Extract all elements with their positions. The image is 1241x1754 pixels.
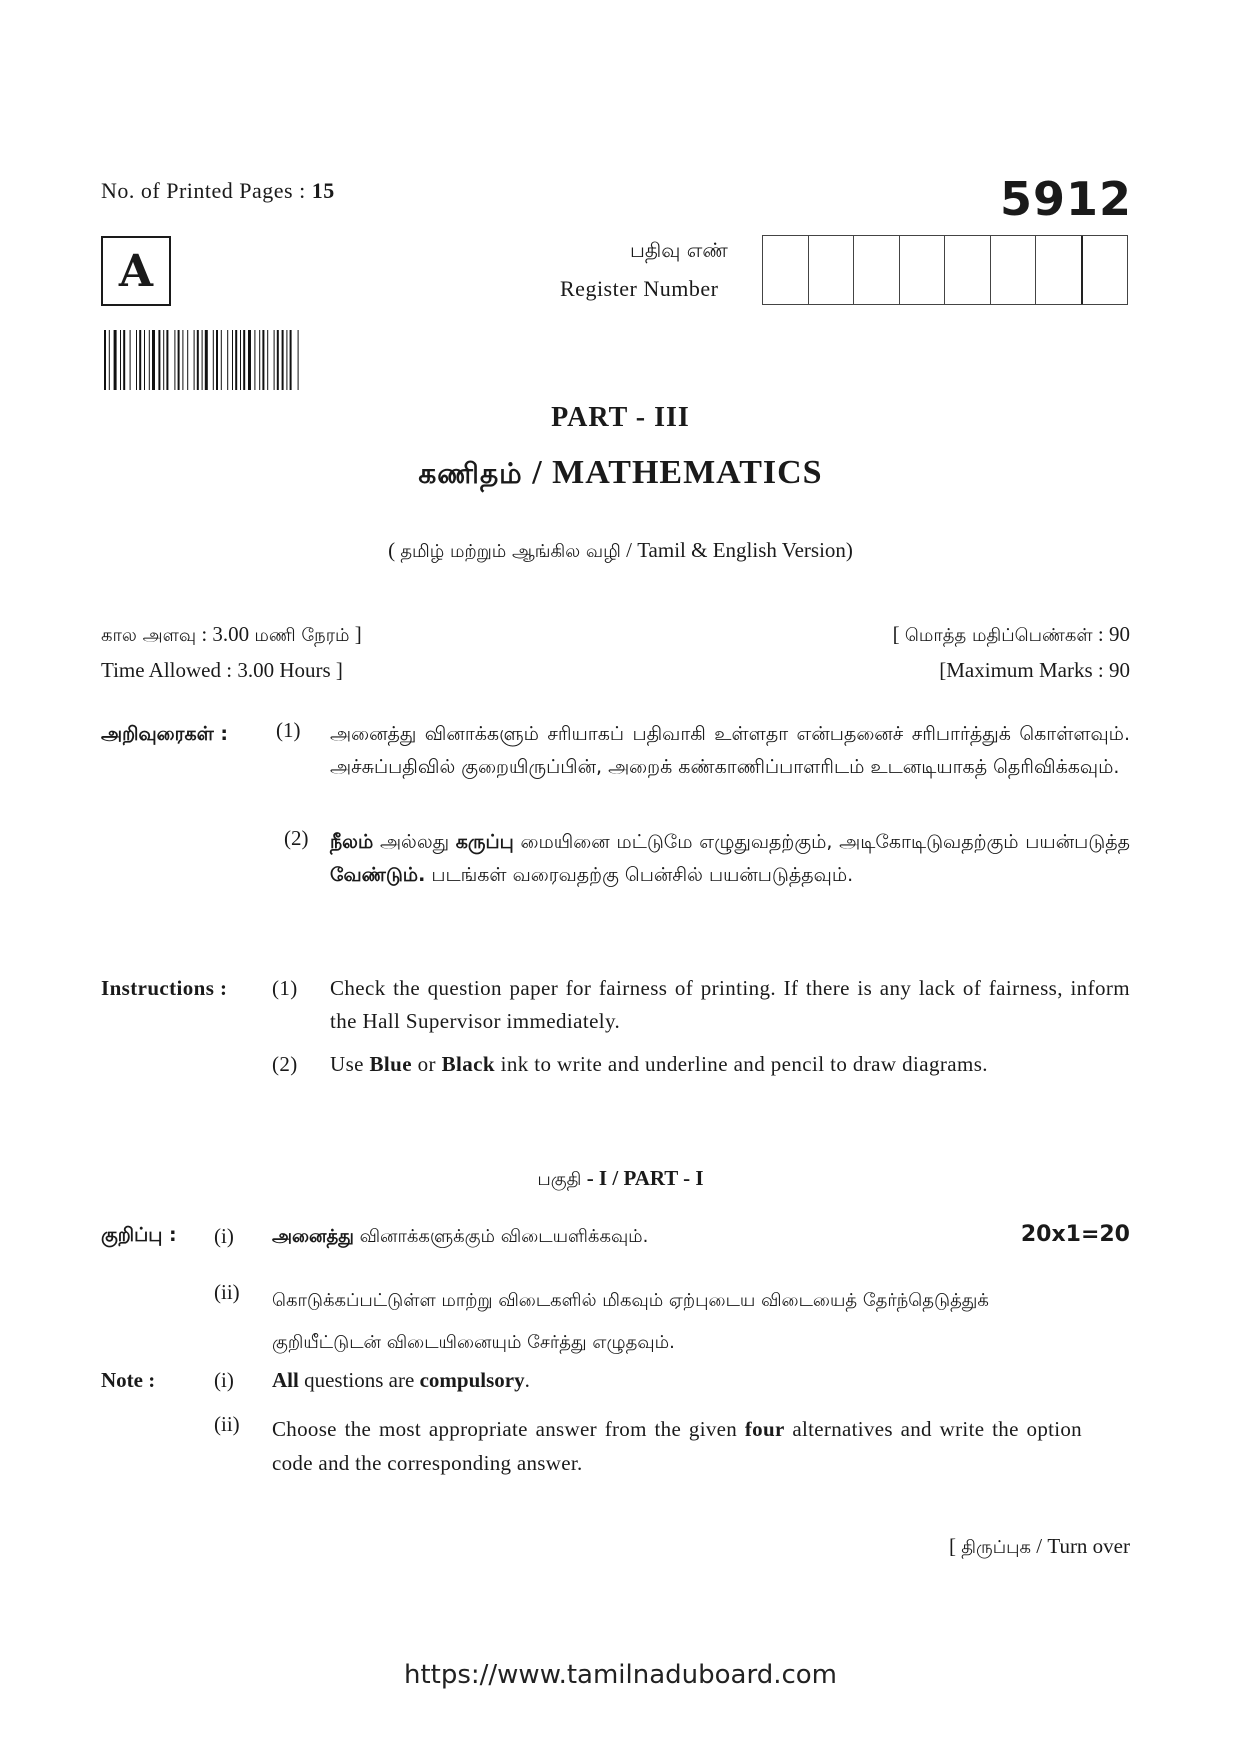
medium-open-paren: ( (388, 538, 396, 562)
part-title: PART - III (551, 402, 690, 433)
note-english-label: Note : (101, 1368, 156, 1392)
footer-url-link[interactable]: https://www.tamilnaduboard.com (403, 1660, 838, 1690)
instruction-english-2 (330, 1048, 1130, 1081)
time-allowed-tamil (101, 622, 362, 648)
marks-ta-open: [ (892, 622, 900, 646)
note-tamil-i-number: (i) (214, 1224, 234, 1248)
note-en-compulsory-word: compulsory (419, 1368, 525, 1392)
medium-tamil: தமிழ் மற்றும் ஆங்கில வழி (400, 541, 621, 562)
register-digit-box[interactable] (1036, 236, 1083, 304)
marks-scheme: 20x1=20 (1020, 1222, 1130, 1247)
ta-must-word: வேண்டும். (330, 864, 426, 886)
register-digit-box[interactable] (945, 236, 991, 304)
time-ta-label: கால அளவு (101, 625, 197, 646)
instruction-tamil-2 (330, 826, 1130, 892)
paper-code: 5912 (1000, 172, 1133, 226)
section-title (0, 1166, 1241, 1192)
en-use-word: Use (330, 1052, 364, 1076)
time-allowed-english: Time Allowed : 3.00 Hours ] (101, 658, 343, 682)
subject-separator: / (532, 454, 543, 491)
register-digit-box[interactable] (809, 236, 855, 304)
printed-pages-value: 15 (311, 178, 335, 203)
marks-ta-label: மொத்த மதிப்பெண்கள் (904, 625, 1093, 646)
note-en-i-mid: questions are (304, 1368, 415, 1392)
time-ta-value: : 3.00 (201, 622, 250, 646)
medium-english: / Tamil & English Version) (626, 538, 853, 562)
instruction-english-1-number: (1) (272, 976, 298, 1000)
version-letter-box (101, 236, 171, 306)
ta-or-word: அல்லது (379, 831, 450, 853)
register-label-tamil: பதிவு எண் (630, 238, 728, 262)
instructions-english-label: Instructions : (101, 976, 228, 1000)
section-title-tamil: பகுதி (537, 1169, 582, 1190)
note-ta-all-word: அனைத்து (272, 1226, 354, 1247)
turn-over-english: / Turn over (1036, 1534, 1130, 1558)
note-en-ii-start: Choose the most appropriate answer from the given (272, 1417, 738, 1441)
marks-ta-value: : 90 (1097, 622, 1130, 646)
note-tamil-label: குறிப்பு : (101, 1224, 177, 1246)
instruction-english-2-number: (2) (272, 1052, 298, 1076)
printed-pages-count (101, 178, 335, 204)
note-en-i-end: . (524, 1368, 530, 1392)
register-digit-box[interactable] (991, 236, 1037, 304)
register-digit-box[interactable] (1083, 236, 1128, 304)
subject-title (0, 454, 1241, 494)
maximum-marks-english: [Maximum Marks : 90 (939, 658, 1130, 682)
note-en-four-word: four (744, 1417, 785, 1441)
register-digit-box[interactable] (854, 236, 900, 304)
ta-pencil-text: படங்கள் வரைவதற்கு பென்சில் பயன்படுத்தவும். (431, 864, 854, 886)
en-or-word: or (417, 1052, 436, 1076)
note-english-i (272, 1368, 530, 1393)
instruction-tamil-2-number: (2) (284, 826, 309, 850)
note-tamil-i (272, 1226, 648, 1249)
en-blue-word: Blue (369, 1052, 412, 1076)
note-en-all-word: All (272, 1368, 299, 1392)
medium-line (0, 538, 1241, 564)
en-ink-text: ink to write and underline and pencil to draw diagrams. (500, 1052, 988, 1076)
ta-blue-word: நீலம் (330, 831, 374, 853)
en-black-word: Black (441, 1052, 495, 1076)
note-tamil-ii: கொடுக்கப்பட்டுள்ள மாற்று விடைகளில் மிகவும் ஏற்புடைய விடையைத் தேர்ந்தெடுத்துக் குறியீட்டுடன் விடையினையும் சேர்த்து எழுதவும். (272, 1290, 989, 1353)
instructions-tamil-label: அறிவுரைகள் : (101, 723, 228, 745)
turn-over-open: [ (949, 1534, 957, 1558)
time-ta-close: ] (354, 622, 362, 646)
note-en-ii-end: alternatives and write the option code and the corresponding answer. (272, 1417, 1082, 1475)
instruction-tamil-1-number: (1) (276, 718, 301, 742)
register-number-grid[interactable] (762, 235, 1128, 305)
barcode-image (104, 330, 362, 390)
ta-black-word: கருப்பு (455, 831, 514, 853)
time-ta-unit: மணி நேரம் (254, 625, 350, 646)
version-letter: A (118, 245, 154, 297)
note-ta-i-text: வினாக்களுக்கும் விடையளிக்கவும். (359, 1226, 649, 1247)
note-english-i-number: (i) (214, 1368, 234, 1392)
turn-over-label (949, 1534, 1130, 1560)
turn-over-tamil: திருப்புக (961, 1537, 1032, 1558)
subject-title-english: MATHEMATICS (552, 454, 823, 491)
section-title-english: - I / PART - I (586, 1166, 704, 1190)
instruction-tamil-1: அனைத்து வினாக்களும் சரியாகப் பதிவாகி உள்ளதா என்பதனைச் சரிபார்த்துக் கொள்ளவும். அச்சுப்பதிவில் குறையிருப்பின், அறைக் கண்காணிப்பாளரிடம் உடனடியாகத் தெரிவிக்கவும். (330, 723, 1130, 778)
note-english-ii (272, 1412, 1082, 1480)
note-tamil-ii-number: (ii) (214, 1280, 240, 1304)
subject-title-tamil: கணிதம் (418, 457, 523, 490)
maximum-marks-tamil (893, 622, 1130, 648)
note-english-ii-number: (ii) (214, 1412, 240, 1436)
ta-ink-text: மையினை மட்டுமே எழுதுவதற்கும், அடிகோடிடுவதற்கும் பயன்படுத்த (520, 831, 1130, 853)
instruction-english-1: Check the question paper for fairness of printing. If there is any lack of fairness, inform the Hall Supervisor immediately. (330, 976, 1130, 1033)
printed-pages-label: No. of Printed Pages : (101, 178, 306, 203)
register-label-english: Register Number (560, 276, 719, 301)
register-digit-box[interactable] (763, 236, 809, 304)
register-digit-box[interactable] (900, 236, 946, 304)
